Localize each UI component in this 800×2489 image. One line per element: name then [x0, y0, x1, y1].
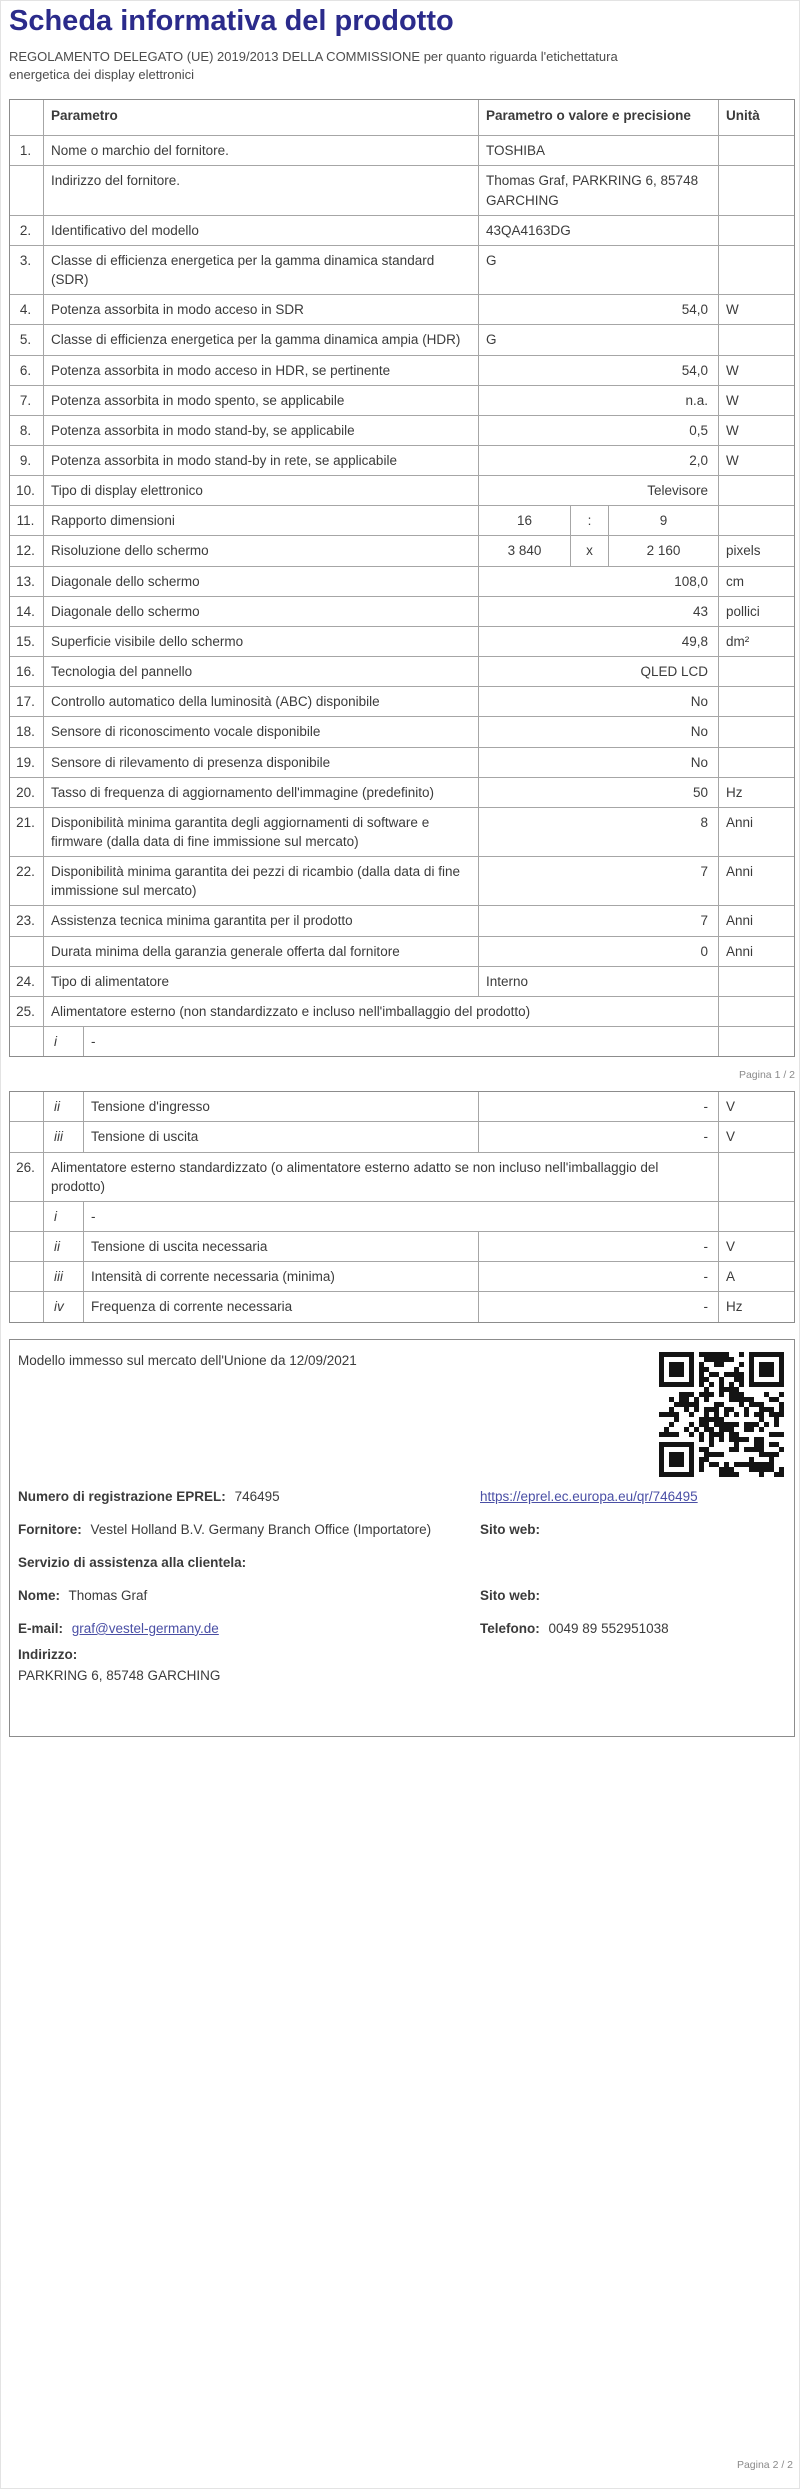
row-number: 25.: [16, 1003, 35, 1019]
table-row: [10, 215, 794, 245]
table-row: [10, 856, 794, 905]
unit-label: Anni: [718, 906, 794, 935]
supplier-name: Vestel Holland B.V. Germany Branch Office (Importatore): [90, 1522, 432, 1538]
parameter-name: Controllo automatico della luminosità (ABC) disponibile: [43, 687, 478, 716]
website-cell: [480, 1521, 784, 1540]
unit-label: [718, 246, 794, 294]
table-row: [10, 385, 794, 415]
parameter-name: Durata minima della garanzia generale offerta dal fornitore: [43, 937, 478, 966]
unit-label: [718, 1202, 794, 1231]
table-row: [10, 1121, 794, 1151]
row-number: 22.: [16, 864, 35, 880]
table-header-row: [10, 100, 794, 135]
row-number: 18.: [16, 724, 35, 740]
row-number: 8.: [19, 422, 32, 438]
row-number: 5.: [19, 332, 32, 348]
parameter-name: Classe di efficienza energetica per la gamma dinamica ampia (HDR): [43, 325, 478, 354]
unit-label: [718, 325, 794, 354]
unit-label: W: [718, 356, 794, 385]
parameter-value: 7: [478, 857, 718, 905]
table-row: [10, 656, 794, 686]
row-number: 7.: [19, 392, 32, 408]
row-number: 2.: [19, 222, 32, 238]
parameter-name: Identificativo del modello: [43, 216, 478, 245]
row-number: [10, 937, 43, 966]
roman-index: i: [43, 1202, 83, 1231]
parameter-value: 50: [478, 778, 718, 807]
parameter-name: Tensione di uscita: [83, 1122, 478, 1151]
unit-label: Hz: [718, 778, 794, 807]
row-number: [10, 1292, 43, 1321]
value-part-right: 2 160: [608, 536, 718, 565]
parameter-name: Classe di efficienza energetica per la gamma dinamica standard (SDR): [43, 246, 478, 294]
address-value: PARKRING 6, 85748 GARCHING: [18, 1667, 221, 1683]
parameter-name: Diagonale dello schermo: [43, 597, 478, 626]
roman-index: ii: [43, 1232, 83, 1261]
parameter-name: Tensione di uscita necessaria: [83, 1232, 478, 1261]
parameter-value: No: [478, 717, 718, 746]
table-row: [10, 1291, 794, 1321]
website2-cell: [480, 1587, 784, 1606]
unit-label: [718, 136, 794, 165]
table-row: [10, 415, 794, 445]
row-number: 26.: [16, 1159, 35, 1175]
parameter-name: Sensore di rilevamento di presenza disponibile: [43, 748, 478, 777]
parameter-name: Disponibilità minima garantita degli aggiornamenti di software e firmware (dalla data di fine immissione sul mercato): [43, 808, 478, 856]
parameter-name: Frequenza di corrente necessaria: [83, 1292, 478, 1321]
phone-number: 0049 89 552951038: [548, 1620, 669, 1636]
column-header-unita: Unità: [718, 100, 794, 135]
table-row: [10, 996, 794, 1026]
row-number: [10, 1027, 43, 1056]
unit-label: [718, 997, 794, 1026]
supplier-label: Fornitore:: [18, 1522, 82, 1538]
table-row: [10, 324, 794, 354]
table-row: [10, 936, 794, 966]
unit-label: [718, 476, 794, 505]
parameter-name: Assistenza tecnica minima garantita per il prodotto: [43, 906, 478, 935]
unit-label: [718, 687, 794, 716]
table-row: [10, 1152, 794, 1201]
table-row: [10, 626, 794, 656]
table-row: [10, 475, 794, 505]
row-number: 9.: [19, 452, 32, 468]
name-label: Nome:: [18, 1588, 61, 1604]
table-row: [10, 747, 794, 777]
unit-label: A: [718, 1262, 794, 1291]
table-row: [10, 1201, 794, 1231]
parameter-value: 108,0: [478, 567, 718, 596]
value-part-left: 3 840: [478, 536, 570, 565]
roman-index: iii: [43, 1122, 83, 1151]
supplier-row: [18, 1521, 784, 1540]
parameter-value: -: [478, 1122, 718, 1151]
parameter-value: -: [478, 1292, 718, 1321]
unit-label: [718, 216, 794, 245]
unit-label: W: [718, 446, 794, 475]
row-number: 13.: [16, 573, 35, 589]
unit-label: V: [718, 1122, 794, 1151]
row-number: [10, 1232, 43, 1261]
unit-label: [718, 657, 794, 686]
table-row: [10, 596, 794, 626]
table-row: [10, 294, 794, 324]
unit-label: W: [718, 386, 794, 415]
parameter-value: G: [478, 325, 718, 354]
table-row: [10, 807, 794, 856]
page-footer-2: Pagina 2 / 2: [736, 2459, 793, 2471]
eprel-registration-row: [18, 1488, 784, 1507]
unit-label: cm: [718, 567, 794, 596]
parameter-value: n.a.: [478, 386, 718, 415]
email-label: E-mail:: [18, 1620, 64, 1636]
parameter-name: Indirizzo del fornitore.: [43, 166, 478, 214]
eprel-registration: [18, 1488, 480, 1507]
unit-label: [718, 717, 794, 746]
parameter-value: 43: [478, 597, 718, 626]
parameter-value: No: [478, 748, 718, 777]
contact-email-row: [18, 1620, 784, 1639]
row-number: 15.: [16, 633, 35, 649]
table-row: [10, 535, 794, 565]
table-row: [10, 245, 794, 294]
parameter-name: Potenza assorbita in modo spento, se applicabile: [43, 386, 478, 415]
parameter-value: -: [83, 1027, 718, 1056]
table-row: [10, 1026, 794, 1056]
parameter-value: 54,0: [478, 356, 718, 385]
parameter-value: -: [478, 1262, 718, 1291]
value-part-right: 9: [608, 506, 718, 535]
column-header-valore: Parametro o valore e precisione: [478, 100, 718, 135]
parameter-value: Televisore: [478, 476, 718, 505]
parameter-value: 2,0: [478, 446, 718, 475]
parameter-value: G: [478, 246, 718, 294]
address-label: Indirizzo:: [18, 1646, 78, 1662]
row-number: 23.: [16, 913, 35, 929]
eprel-qr-link[interactable]: https://eprel.ec.europa.eu/qr/746495: [480, 1489, 698, 1505]
row-number: 17.: [16, 694, 35, 710]
unit-label: Anni: [718, 857, 794, 905]
parameter-name: Tasso di frequenza di aggiornamento dell'immagine (predefinito): [43, 778, 478, 807]
unit-label: [718, 1027, 794, 1056]
parameter-value: No: [478, 687, 718, 716]
external-power-supply-table: [9, 1091, 795, 1322]
value-separator: :: [570, 506, 608, 535]
table-row: [10, 1231, 794, 1261]
row-number: 3.: [19, 252, 32, 268]
row-number: 19.: [16, 754, 35, 770]
email-link[interactable]: graf@vestel-germany.de: [71, 1620, 219, 1636]
roman-index: i: [43, 1027, 83, 1056]
parameter-name: Rapporto dimensioni: [43, 506, 478, 535]
table-row: [10, 505, 794, 535]
parameter-name: Intensità di corrente necessaria (minima): [83, 1262, 478, 1291]
parameter-name: Superficie visibile dello schermo: [43, 627, 478, 656]
row-number: 1.: [19, 143, 32, 159]
unit-label: [718, 166, 794, 214]
row-number: 16.: [16, 664, 35, 680]
parameter-name: Tipo di alimentatore: [43, 967, 478, 996]
contact-name-row: [18, 1587, 784, 1606]
parameter-value: -: [83, 1202, 718, 1231]
qr-code-icon: [659, 1352, 784, 1477]
page-title: Scheda informativa del prodotto: [9, 5, 454, 37]
table-row: [10, 777, 794, 807]
row-number: [10, 166, 43, 214]
row-number: 24.: [16, 973, 35, 989]
page-subtitle: REGOLAMENTO DELEGATO (UE) 2019/2013 DELLA COMMISSIONE per quanto riguarda l'etichettatura energetica dei display elettronici: [9, 49, 618, 82]
unit-label: W: [718, 416, 794, 445]
parameter-name: Risoluzione dello schermo: [43, 536, 478, 565]
contact-name-cell: [18, 1587, 480, 1606]
table-row: [10, 445, 794, 475]
parameter-name: Tensione d'ingresso: [83, 1092, 478, 1121]
website2-label: Sito web:: [480, 1588, 540, 1604]
unit-label: dm²: [718, 627, 794, 656]
row-number: 10.: [16, 483, 35, 499]
unit-label: Hz: [718, 1292, 794, 1321]
unit-label: [718, 967, 794, 996]
parameter-name: Sensore di riconoscimento vocale disponibile: [43, 717, 478, 746]
parameter-value: 0,5: [478, 416, 718, 445]
registration-info-box: [9, 1339, 795, 1737]
parameter-name: Disponibilità minima garantita dei pezzi di ricambio (dalla data di fine immissione sul mercato): [43, 857, 478, 905]
row-number: 11.: [16, 513, 35, 529]
unit-label: pixels: [718, 536, 794, 565]
roman-index: ii: [43, 1092, 83, 1121]
parameter-value: -: [478, 1232, 718, 1261]
unit-label: [718, 1153, 794, 1201]
unit-label: pollici: [718, 597, 794, 626]
table-row: [10, 686, 794, 716]
row-number: 20.: [16, 784, 35, 800]
roman-index: iii: [43, 1262, 83, 1291]
parameter-value: Thomas Graf, PARKRING 6, 85748 GARCHING: [478, 166, 718, 214]
parameter-name: Nome o marchio del fornitore.: [43, 136, 478, 165]
parameter-name: Alimentatore esterno (non standardizzato e incluso nell'imballaggio del prodotto): [43, 997, 718, 1026]
table-row: [10, 135, 794, 165]
table-row: [10, 905, 794, 935]
parameter-value: -: [478, 1092, 718, 1121]
roman-index: iv: [43, 1292, 83, 1321]
row-number: 12.: [16, 543, 35, 559]
unit-label: V: [718, 1092, 794, 1121]
row-number: 14.: [16, 603, 35, 619]
table-row: [10, 566, 794, 596]
column-header-parametro: Parametro: [43, 100, 478, 135]
website-label: Sito web:: [480, 1522, 540, 1538]
phone-cell: [480, 1620, 784, 1639]
supplier-cell: [18, 1521, 480, 1540]
contact-name: Thomas Graf: [68, 1588, 148, 1604]
row-number: 6.: [19, 362, 32, 378]
product-parameters-table: [9, 99, 795, 1057]
row-number: [10, 1262, 43, 1291]
row-number: 21.: [16, 814, 35, 830]
row-number: [10, 1122, 43, 1151]
parameter-name: Diagonale dello schermo: [43, 567, 478, 596]
table-row: [10, 1092, 794, 1121]
market-date-line: Modello immesso sul mercato dell'Unione da 12/09/2021: [18, 1352, 357, 1368]
eprel-number: 746495: [234, 1489, 280, 1505]
table-row: [10, 165, 794, 214]
row-number: [10, 1092, 43, 1121]
parameter-name: Alimentatore esterno standardizzato (o alimentatore esterno adatto se non incluso nell'imballaggio del prodotto): [43, 1153, 718, 1201]
parameter-value: 7: [478, 906, 718, 935]
parameter-value: 43QA4163DG: [478, 216, 718, 245]
row-number: [10, 1202, 43, 1231]
parameter-name: Tecnologia del pannello: [43, 657, 478, 686]
value-part-left: 16: [478, 506, 570, 535]
parameter-name: Potenza assorbita in modo acceso in HDR, se pertinente: [43, 356, 478, 385]
parameter-name: Potenza assorbita in modo acceso in SDR: [43, 295, 478, 324]
parameter-name: Potenza assorbita in modo stand-by, se applicabile: [43, 416, 478, 445]
parameter-value: TOSHIBA: [478, 136, 718, 165]
parameter-name: Tipo di display elettronico: [43, 476, 478, 505]
unit-label: [718, 748, 794, 777]
column-header-number: [10, 100, 43, 135]
table-row: [10, 1261, 794, 1291]
eprel-label: Numero di registrazione EPREL:: [18, 1489, 226, 1505]
phone-label: Telefono:: [480, 1620, 540, 1636]
page-footer-1: Pagina 1 / 2: [738, 1069, 795, 1082]
parameter-value: 0: [478, 937, 718, 966]
parameter-value: Interno: [478, 967, 718, 996]
parameter-name: Potenza assorbita in modo stand-by in rete, se applicabile: [43, 446, 478, 475]
unit-label: [718, 506, 794, 535]
value-separator: x: [570, 536, 608, 565]
unit-label: Anni: [718, 937, 794, 966]
parameter-value: QLED LCD: [478, 657, 718, 686]
unit-label: W: [718, 295, 794, 324]
unit-label: Anni: [718, 808, 794, 856]
table-row: [10, 966, 794, 996]
table-row: [10, 355, 794, 385]
parameter-value: 49,8: [478, 627, 718, 656]
unit-label: V: [718, 1232, 794, 1261]
row-number: 4.: [19, 302, 32, 318]
customer-service-label: Servizio di assistenza alla clientela:: [18, 1555, 247, 1571]
email-cell: [18, 1620, 480, 1639]
table-row: [10, 716, 794, 746]
parameter-value: 8: [478, 808, 718, 856]
parameter-value: 54,0: [478, 295, 718, 324]
eprel-link-cell: [480, 1488, 784, 1507]
